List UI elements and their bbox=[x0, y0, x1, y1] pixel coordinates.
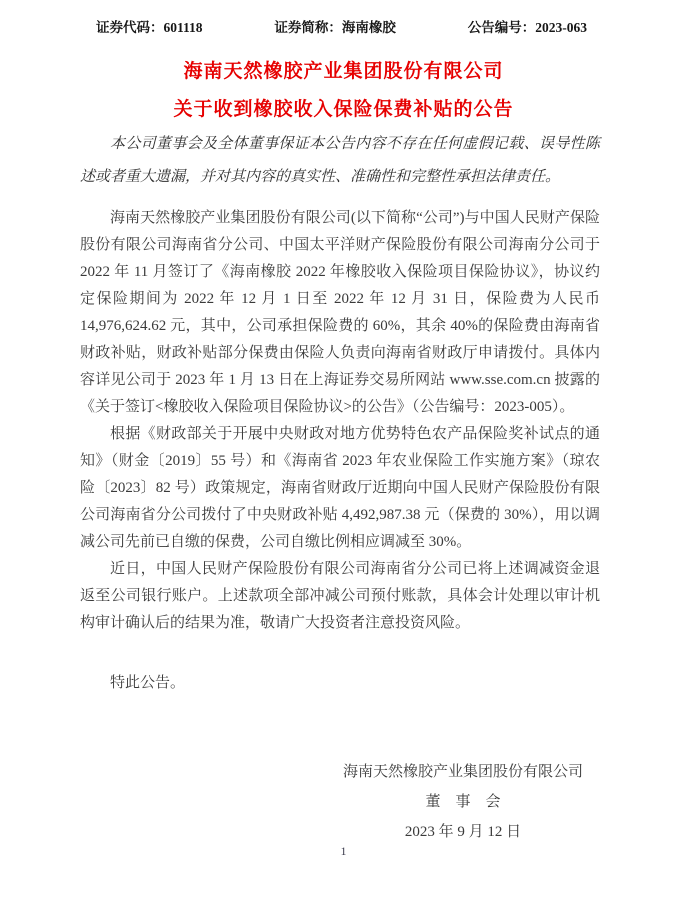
stock-name-value: 海南橡胶 bbox=[341, 20, 396, 35]
signature-block bbox=[343, 757, 583, 847]
announcement-number-value: 2023-063 bbox=[535, 20, 587, 35]
stock-name-label: 证券简称： bbox=[274, 20, 342, 35]
page-title: 海南天然橡胶产业集团股份有限公司 bbox=[183, 61, 504, 82]
signature-company: 海南天然橡胶产业集团股份有限公司 bbox=[342, 764, 583, 780]
document-body bbox=[80, 205, 600, 697]
document-page bbox=[0, 16, 687, 921]
announcement-number bbox=[468, 16, 587, 36]
announcement-number-label: 公告编号： bbox=[467, 20, 536, 35]
body-paragraph-2: 根据《财政部关于开展中央财政对地方优势特色农产品保险奖补试点的通知》（财金〔2019〕55 号）和《海南省 2023 年农业保险工作实施方案》（琼农险〔2023〕82 号）政策规定，海南省财政厅近期向中国人民财产保险股份有限公司海南省分公司拨付了中央财政补贴 4,492,987.38 元（保费的 30%），用以调减公司先前已自缴的保费，公司自缴比例相应调减至 30%。 bbox=[80, 426, 600, 550]
stock-code bbox=[96, 16, 203, 36]
board-disclaimer-text: 本公司董事会及全体董事保证本公告内容不存在任何虚假记载、误导性陈述或者重大遗漏，并对其内容的真实性、准确性和完整性承担法律责任。 bbox=[80, 136, 600, 185]
body-paragraph-1: 海南天然橡胶产业集团股份有限公司(以下简称“公司”)与中国人民财产保险股份有限公司海南省分公司、中国太平洋财产保险股份有限公司海南分公司于 2022 年 11 月签订了《海南橡胶 2022 年橡胶收入保险项目保险协议》，协议约定保险期间为 2022 年 12 月 1 日至 2022 年 12 月 31 日，保险费为人民币 14,976,624.62 元，其中，公司承担保险费的 60%，其余 40%的保险费由海南省财政补贴，财政补贴部分保费由保险人负责向海南省财政厅申请拨付。具体内容详见公司于 2023 年 1 月 13 日在上海证券交易所网站 www.sse.com.cn 披露的《关于签订<橡胶收入保险项目保险协议>的公告》（公告编号：2023-005）。 bbox=[80, 210, 600, 415]
body-paragraph-3: 近日，中国人民财产保险股份有限公司海南省分公司已将上述调减资金退返至公司银行账户。上述款项全部冲减公司预付账款，具体会计处理以审计机构审计确认后的结果为准，敬请广大投资者注意投资风险。 bbox=[80, 561, 600, 631]
stock-code-label: 证券代码： bbox=[96, 20, 164, 35]
page-subtitle: 关于收到橡胶收入保险保费补贴的公告 bbox=[173, 99, 514, 120]
document-header bbox=[96, 16, 587, 36]
closing-statement: 特此公告。 bbox=[110, 675, 186, 691]
signature-date: 2023 年 9 月 12 日 bbox=[404, 824, 522, 840]
signature-issuer: 董 事 会 bbox=[425, 794, 501, 810]
stock-name bbox=[274, 16, 396, 36]
page-number: 1 bbox=[340, 844, 347, 858]
stock-code-value: 601118 bbox=[163, 20, 203, 35]
